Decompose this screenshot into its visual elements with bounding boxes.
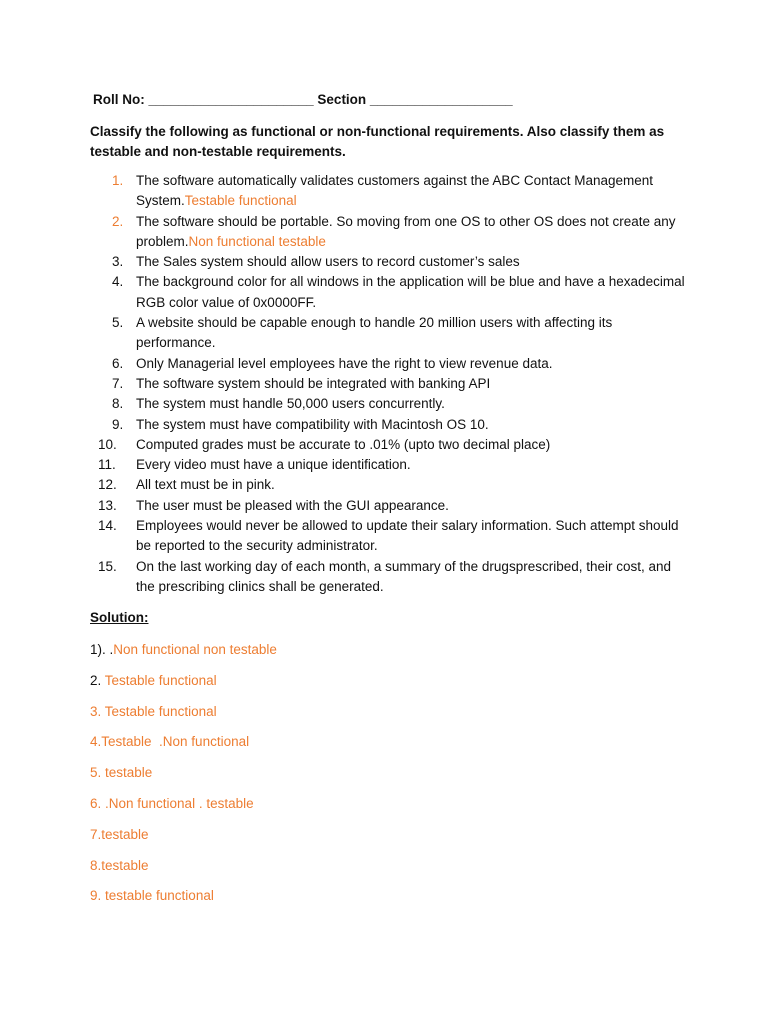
- item-number: 10.: [98, 436, 117, 452]
- list-item: [90, 435, 690, 455]
- requirement-text: Every video must have a unique identification.: [136, 457, 411, 473]
- list-item: [90, 171, 690, 212]
- item-number: 12.: [98, 477, 117, 493]
- requirement-text: The software should be portable. So moving from one OS to other OS does not create any problem.: [136, 213, 676, 249]
- requirement-text: The background color for all windows in the application will be blue and have a hexadecimal RGB color value of 0x0000FF.: [136, 274, 685, 310]
- requirement-text: All text must be in pink.: [136, 477, 275, 493]
- requirement-text: A website should be capable enough to handle 20 million users with affecting its performance.: [136, 315, 613, 351]
- list-item: [90, 516, 690, 557]
- solution-answer: 9. testable functional: [90, 888, 214, 904]
- solution-answer: Testable functional: [101, 672, 217, 688]
- solution-item: [90, 764, 690, 795]
- solution-item: [90, 641, 690, 672]
- requirement-text: The system must have compatibility with Macintosh OS 10.: [136, 416, 489, 432]
- item-number: 7.: [112, 375, 124, 391]
- solution-item: [90, 795, 690, 826]
- item-number: 3.: [112, 254, 124, 270]
- list-item: [90, 212, 690, 253]
- item-number: 5.: [112, 315, 124, 331]
- solution-heading: Solution:: [90, 610, 149, 625]
- requirement-text: The Sales system should allow users to record customer’s sales: [136, 254, 520, 270]
- solution-answer: 6. .Non functional . testable: [90, 795, 254, 811]
- requirement-text: Computed grades must be accurate to .01% (upto two decimal place): [136, 436, 551, 452]
- solution-prefix: 1). .: [90, 642, 114, 657]
- solution-item: [90, 733, 690, 764]
- solution-item: [90, 703, 690, 734]
- list-item: [90, 272, 690, 313]
- item-number: 6.: [112, 355, 124, 371]
- item-number: 8.: [112, 396, 124, 412]
- item-number: 14.: [98, 518, 117, 534]
- solution-prefix: 2.: [90, 672, 102, 688]
- list-item: [90, 394, 690, 414]
- requirement-text: Only Managerial level employees have the right to view revenue data.: [136, 355, 553, 371]
- inline-answer: Testable functional: [184, 193, 297, 209]
- roll-no-section-line: Roll No: ______________________ Section ___________________: [93, 92, 513, 107]
- requirement-text: The software automatically validates customers against the ABC Contact Management System.: [136, 173, 654, 209]
- requirement-text: On the last working day of each month, a summary of the drugsprescribed, their cost, and the prescribing clinics shall be generated.: [136, 558, 672, 594]
- solution-item: [90, 826, 690, 857]
- solution-answer: 8.testable: [90, 857, 149, 873]
- item-number: 9.: [112, 416, 124, 432]
- item-number: 15.: [98, 558, 117, 574]
- list-item: [90, 415, 690, 435]
- list-item: [90, 252, 690, 272]
- requirement-text: The software system should be integrated with banking API: [136, 375, 491, 391]
- solution-item: [90, 857, 690, 888]
- solution-answer: 7.testable: [90, 826, 149, 842]
- list-item: [90, 374, 690, 394]
- requirement-text: The system must handle 50,000 users concurrently.: [136, 396, 445, 412]
- item-number: 4.: [112, 274, 124, 290]
- list-item: [90, 475, 690, 495]
- inline-answer: Non functional testable: [188, 233, 326, 249]
- requirements-list: [90, 171, 690, 597]
- instructions-text: Classify the following as functional or non-functional requirements. Also classify them as testable and non-testable requirements.: [90, 124, 665, 159]
- list-item: [90, 557, 690, 598]
- list-item: [90, 496, 690, 516]
- solution-item: [90, 887, 690, 918]
- list-item: [90, 354, 690, 374]
- requirement-text: The user must be pleased with the GUI appearance.: [136, 497, 449, 513]
- solution-answer: 4.Testable .Non functional: [90, 734, 250, 750]
- requirement-text: Employees would never be allowed to update their salary information. Such attempt should be reported to the security administrator.: [136, 518, 679, 554]
- list-item: [90, 455, 690, 475]
- item-number: 13.: [98, 497, 117, 513]
- item-number: 2.: [112, 213, 124, 229]
- solution-answer: Non functional non testable: [113, 642, 277, 657]
- solution-item: [90, 672, 690, 703]
- list-item: [90, 313, 690, 354]
- solution-answer: 5. testable: [90, 765, 153, 781]
- item-number: 1.: [112, 173, 124, 188]
- solution-answer: 3. Testable functional: [90, 703, 217, 719]
- item-number: 11.: [98, 457, 116, 473]
- solution-list: [90, 641, 690, 918]
